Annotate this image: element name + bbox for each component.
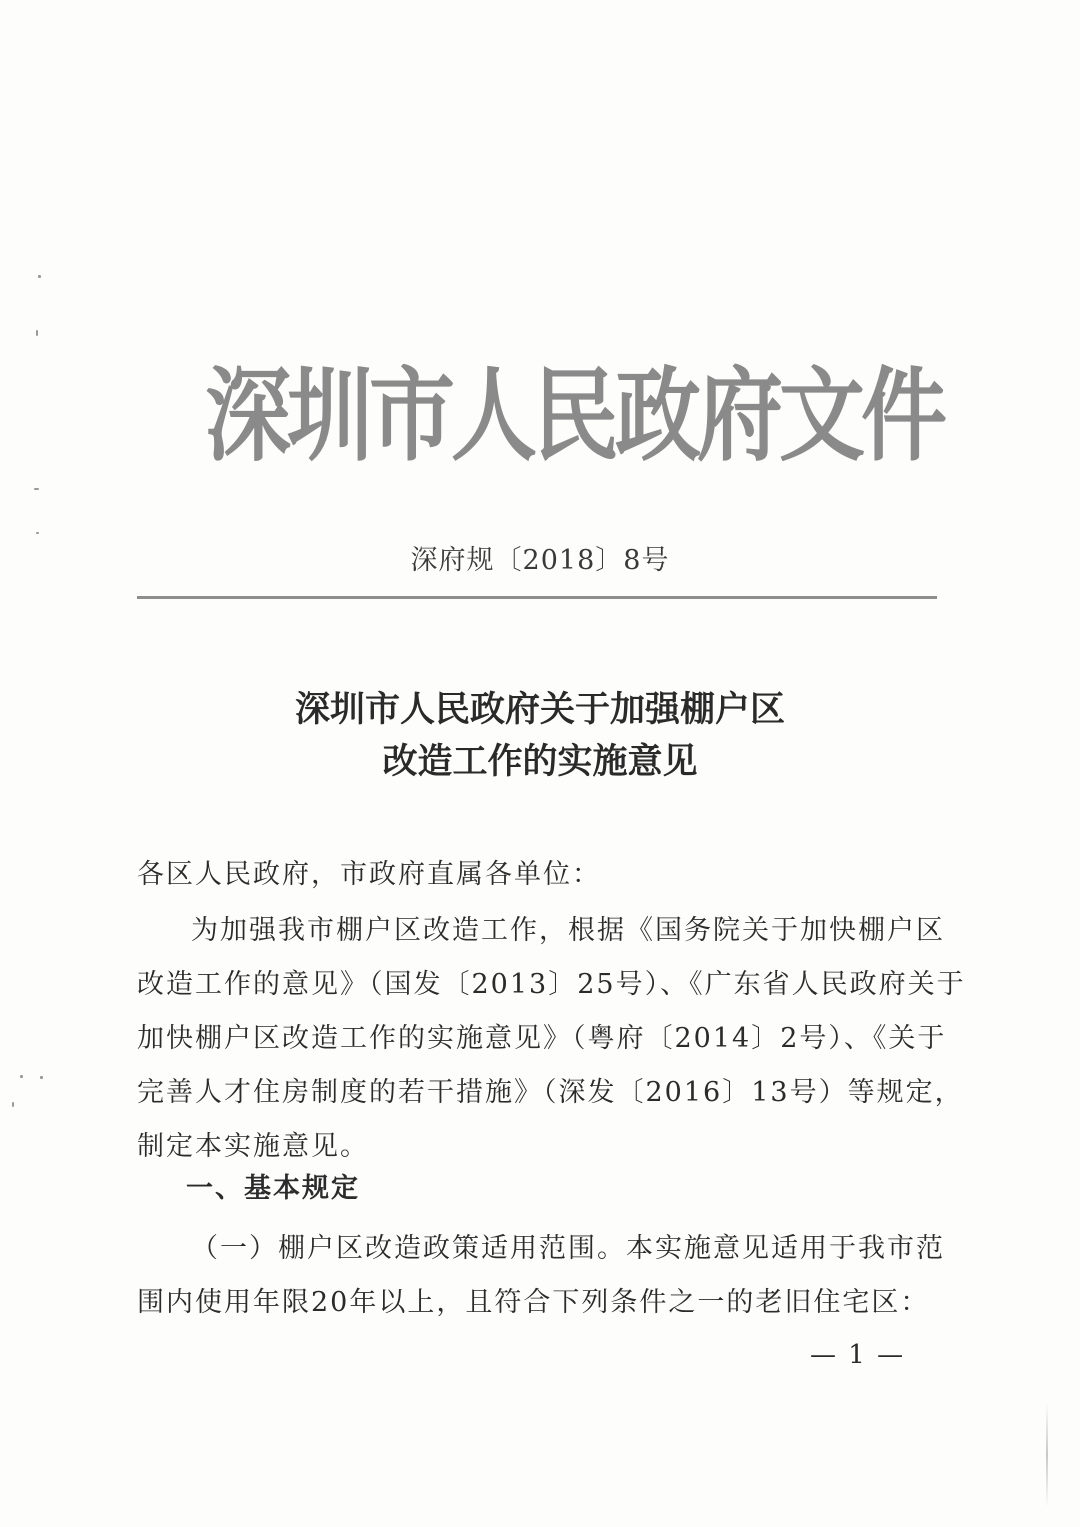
document-title xyxy=(0,684,1080,788)
scan-speck xyxy=(40,1076,43,1079)
scan-speck xyxy=(38,275,41,278)
paragraph-line: （一）棚户区改造政策适用范围。本实施意见适用于我市范 xyxy=(191,1233,945,1264)
page-number: — 1 — xyxy=(810,1340,906,1370)
scan-speck xyxy=(34,488,39,490)
issuer-header-title: 深圳市人民政府文件 xyxy=(205,357,943,476)
paragraph-line: 完善人才住房制度的若干措施》（深发〔2016〕13号）等规定， xyxy=(137,1077,964,1108)
salutation: 各区人民政府，市政府直属各单位： xyxy=(137,859,601,890)
paragraph-line: 改造工作的意见》（国发〔2013〕25号）、《广东省人民政府关于 xyxy=(137,969,966,1000)
scan-speck xyxy=(12,1102,14,1107)
header-divider xyxy=(137,596,937,599)
paragraph-line: 加快棚户区改造工作的实施意见》（粤府〔2014〕2号）、《关于 xyxy=(137,1023,947,1054)
subsection-paragraph xyxy=(137,1222,945,1330)
scan-streak xyxy=(1046,1400,1048,1510)
scan-speck xyxy=(36,330,38,336)
scan-speck xyxy=(20,1075,23,1078)
paragraph-line: 制定本实施意见。 xyxy=(137,1131,369,1162)
section-heading: 一、基本规定 xyxy=(186,1173,360,1204)
paragraph-line: 围内使用年限20年以上，且符合下列条件之一的老旧住宅区： xyxy=(137,1287,930,1318)
document-title-line: 改造工作的实施意见 xyxy=(382,741,698,782)
paragraph-line: 为加强我市棚户区改造工作，根据《国务院关于加快棚户区 xyxy=(191,915,945,946)
document-title-line: 深圳市人民政府关于加强棚户区 xyxy=(294,689,785,730)
intro-paragraph xyxy=(137,904,966,1174)
scan-speck xyxy=(36,532,39,534)
document-number: 深府规〔2018〕8号 xyxy=(410,545,670,576)
